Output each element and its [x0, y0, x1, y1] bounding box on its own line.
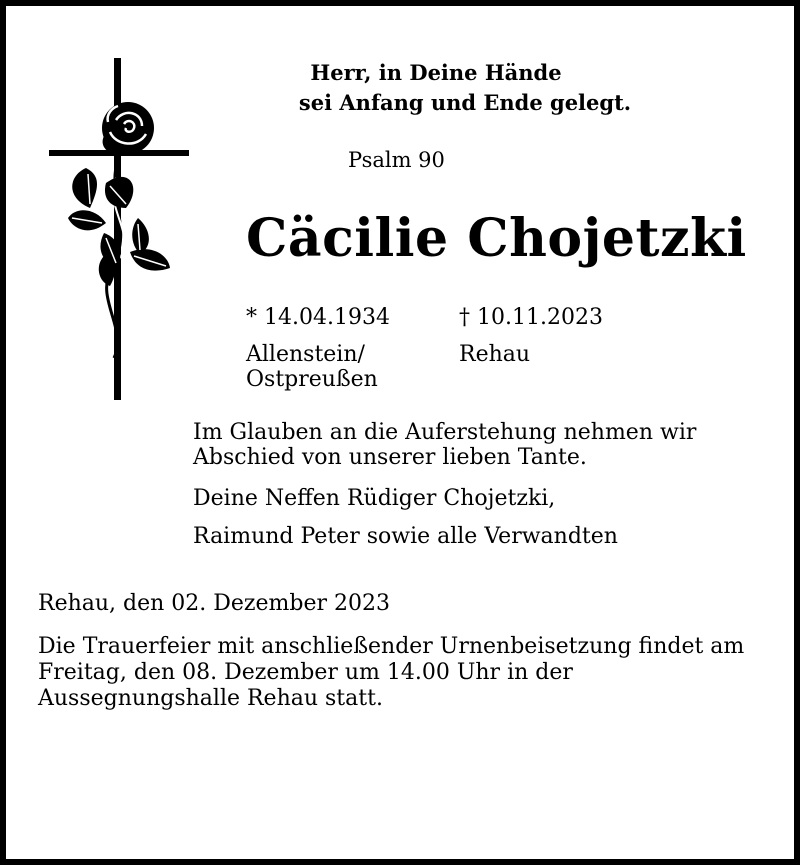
psalm-reference: Psalm 90	[348, 148, 445, 172]
death-date: † 10.11.2023	[459, 305, 603, 330]
motto-line-1: Herr, in Deine Hände	[310, 60, 562, 85]
death-place: Rehau	[459, 342, 531, 367]
birth-date: * 14.04.1934	[246, 305, 390, 330]
place-and-date: Rehau, den 02. Dezember 2023	[38, 591, 390, 616]
cross-with-rose-icon	[46, 58, 196, 403]
motto-line-2: sei Anfang und Ende gelegt.	[298, 90, 632, 115]
ceremony-info: Die Trauerfeier mit anschließender Urnenbeisetzung findet am Freitag, den 08. Dezember um 14.00 Uhr in der Aussegnungshalle Rehau statt.	[38, 634, 745, 711]
mourners-line-2: Raimund Peter sowie alle Verwandten	[193, 524, 618, 549]
birth-place: Allenstein/ Ostpreußen	[246, 342, 378, 392]
bible-verse	[215, 58, 715, 118]
farewell-text: Im Glauben an die Auferstehung nehmen wir Abschied von unserer lieben Tante.	[193, 420, 697, 470]
mourners-line-1: Deine Neffen Rüdiger Chojetzki,	[193, 486, 556, 511]
deceased-name: Cäcilie Chojetzki	[246, 208, 747, 269]
